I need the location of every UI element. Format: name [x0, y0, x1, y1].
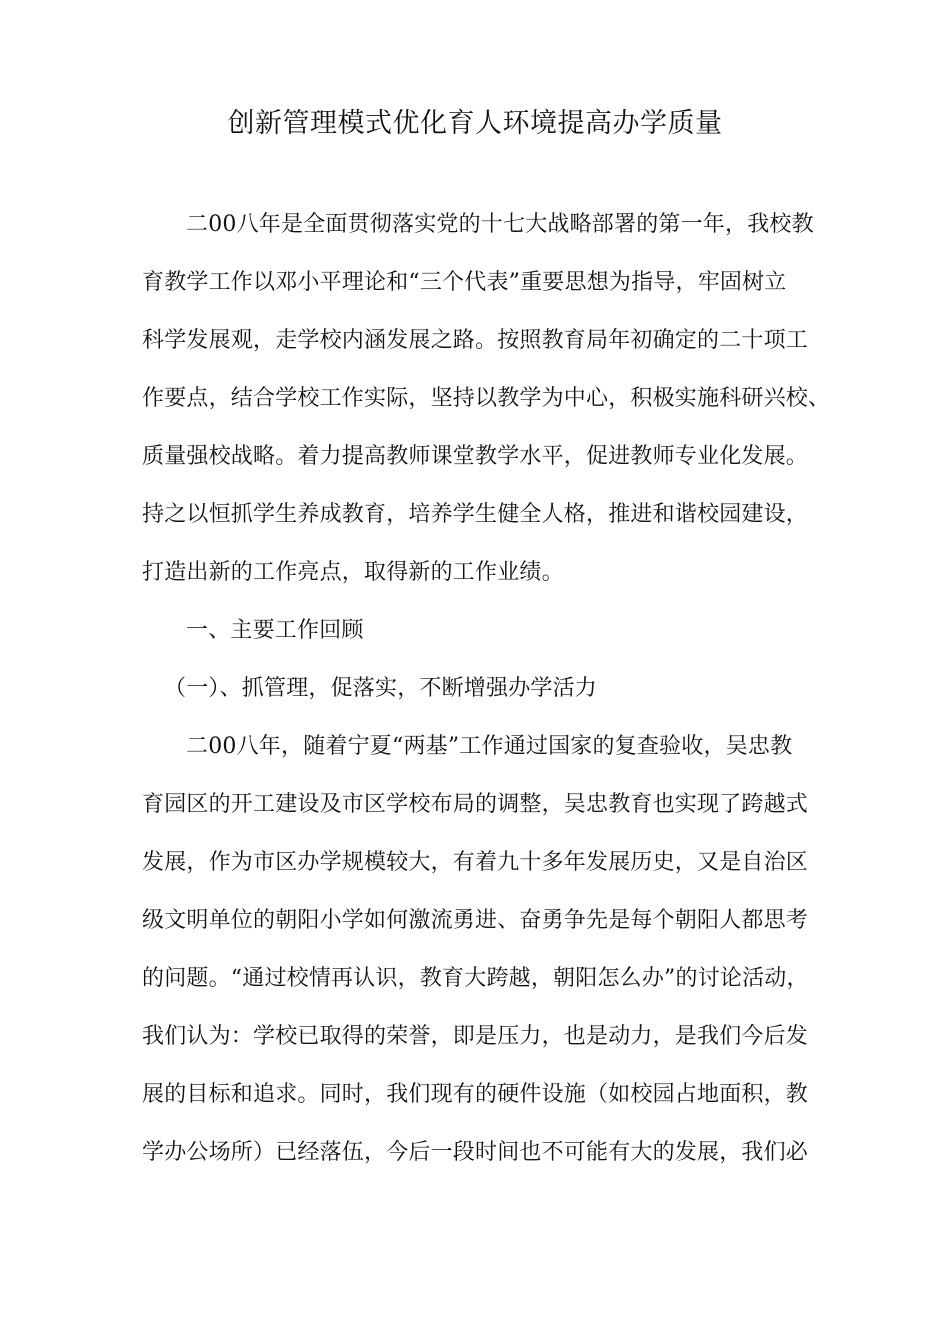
paragraph-line: 我们认为：学校已取得的荣誉，即是压力，也是动力，是我们今后发	[142, 1024, 809, 1049]
document-title: 创新管理模式优化育人环境提高办学质量	[227, 108, 723, 139]
paragraph-line: 级文明单位的朝阳小学如何激流勇进、奋勇争先是每个朝阳人都思考	[142, 908, 809, 933]
paragraph-line: 作要点，结合学校工作实际，坚持以教学为中心，积极实施科研兴校、	[142, 386, 831, 411]
paragraph-line: 展的目标和追求。同时，我们现有的硬件设施（如校园占地面积，教	[142, 1082, 809, 1107]
paragraph-line: 打造出新的工作亮点，取得新的工作业绩。	[142, 560, 564, 585]
section-heading: 一、主要工作回顾	[186, 618, 364, 643]
paragraph-line: 的问题。“通过校情再认识，教育大跨越，朝阳怎么办”的讨论活动，	[142, 966, 809, 991]
paragraph-line: 育教学工作以邓小平理论和“三个代表”重要思想为指导，牢固树立	[142, 270, 787, 295]
paragraph-line: 二00八年，随着宁夏“两基”工作通过国家的复查验收，吴忠教	[186, 734, 793, 759]
paragraph-line: 育园区的开工建设及市区学校布局的调整，吴忠教育也实现了跨越式	[142, 792, 809, 817]
paragraph-line: 科学发展观，走学校内涵发展之路。按照教育局年初确定的二十项工	[142, 328, 809, 353]
paragraph-line: 二00八年是全面贯彻落实党的十七大战略部署的第一年，我校教	[186, 212, 814, 237]
paragraph-line: 学办公场所）已经落伍，今后一段时间也不可能有大的发展，我们必	[142, 1140, 809, 1165]
paragraph-line: 发展，作为市区办学规模较大，有着九十多年发展历史，又是自治区	[142, 850, 809, 875]
paragraph-line: 持之以恒抓学生养成教育，培养学生健全人格，推进和谐校园建设，	[142, 502, 809, 527]
paragraph-line: 质量强校战略。着力提高教师课堂教学水平，促进教师专业化发展。	[142, 444, 809, 469]
subsection-heading: （一）、抓管理，促落实，不断增强办学活力	[164, 676, 598, 701]
